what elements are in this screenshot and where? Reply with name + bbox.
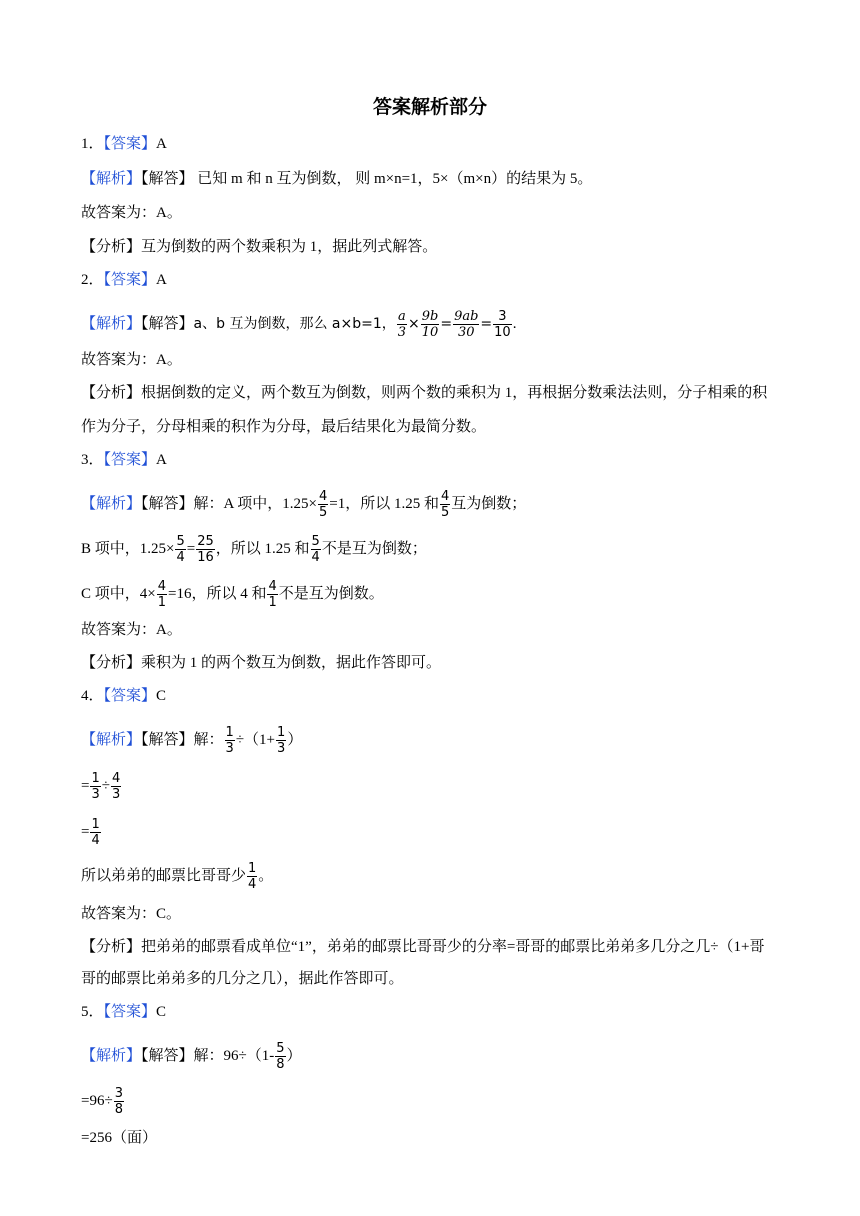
q2-answer-line — [81, 270, 167, 290]
q1-analysis-line — [81, 237, 437, 257]
fraction: $\frac{1}{4}$ — [91, 817, 100, 848]
operator: = — [440, 315, 453, 332]
solution-text: ，所以 1.25 和 — [215, 540, 310, 557]
solution-text: =16，所以 4 和 — [168, 585, 267, 602]
answer-value: C — [156, 688, 167, 704]
q5-solution-line-2 — [81, 1086, 125, 1117]
q2-solution-line — [81, 309, 517, 340]
analysis-text: 乘积为 1 的两个数互为倒数，据此作答即可。 — [141, 655, 442, 671]
solution-text: 所以弟弟的邮票比哥哥少 — [81, 867, 247, 884]
q4-analysis-line — [81, 937, 765, 957]
fraction: $\frac{1}{3}$ — [277, 725, 286, 756]
question-number: 2． — [81, 272, 104, 288]
operator: ÷ — [101, 777, 110, 794]
q1-answer-line — [81, 134, 167, 154]
jiexi-tag: 【解析】 — [81, 315, 142, 332]
answer-tag: 【答案】 — [103, 136, 157, 152]
analysis-text: 把弟弟的邮票看成单位“1”，弟弟的邮票比哥哥少的分率=哥哥的邮票比弟弟多几分之几÷（1+哥 — [141, 939, 765, 955]
q1-conclusion: 故答案为：A。 — [81, 205, 182, 221]
solution-text: =1，所以 1.25 和 — [329, 495, 439, 512]
solution-text: ） — [287, 731, 303, 748]
operator: = — [81, 777, 90, 794]
q3-conclusion: 故答案为：A。 — [81, 622, 182, 638]
fenxi-tag: 【分析】 — [81, 939, 142, 955]
q3-answer-line — [81, 450, 167, 470]
q4-conclusion: 故答案为：C。 — [81, 906, 182, 922]
fraction: $\frac{3}{8}$ — [114, 1086, 123, 1117]
operator: × — [408, 315, 420, 332]
jieda-tag: 【解答】 — [141, 731, 194, 748]
q2-analysis-line-2: 作为分子，分母相乘的积作为分母，最后结果化为最简分数。 — [81, 419, 487, 435]
answer-tag: 【答案】 — [103, 1004, 157, 1020]
q4-solution-line-1 — [81, 725, 303, 756]
jieda-tag: 【解答】 — [141, 495, 194, 512]
fenxi-tag: 【分析】 — [81, 655, 142, 671]
q1-solution-line — [81, 169, 592, 189]
answer-value: A — [156, 272, 167, 288]
analysis-text: 互为倒数的两个数乘积为 1，据此列式解答。 — [141, 239, 438, 255]
question-number: 5． — [81, 1004, 104, 1020]
solution-text: 解： — [193, 731, 224, 748]
operator: = — [186, 540, 196, 557]
q3-solution-line-c — [81, 579, 384, 610]
fraction: $\frac{25}{16}$ — [197, 534, 214, 565]
answer-tag: 【答案】 — [103, 688, 157, 704]
question-number: 1． — [81, 136, 104, 152]
operator: = — [480, 315, 493, 332]
jiexi-tag: 【解析】 — [81, 495, 142, 512]
answer-value: A — [156, 452, 167, 468]
answer-value: A — [156, 136, 167, 152]
solution-text: 不是互为倒数。 — [278, 585, 384, 602]
jiexi-tag: 【解析】 — [81, 731, 142, 748]
fraction: $\frac{4}{5}$ — [319, 489, 328, 520]
q2-analysis-line — [81, 383, 767, 403]
fraction: $\frac{9b}{10}$ — [421, 309, 439, 340]
fraction: $\frac{5}{4}$ — [311, 534, 320, 565]
q5-solution-line-1 — [81, 1041, 302, 1072]
period: . — [512, 315, 517, 332]
analysis-text: 根据倒数的定义，两个数互为倒数，则两个数的乘积为 1，再根据分数乘法法则，分子相乘的积 — [141, 385, 768, 401]
answer-tag: 【答案】 — [103, 452, 157, 468]
jieda-tag: 【解答】 — [141, 171, 194, 187]
q4-solution-line-2 — [81, 771, 122, 802]
solution-text: 已知 m 和 n 互为倒数， 则 m×n=1，5×（m×n）的结果为 5。 — [193, 171, 593, 187]
solution-text: 解：96÷（1- — [193, 1047, 275, 1064]
solution-text: 互为倒数； — [451, 495, 527, 512]
q5-answer-line — [81, 1002, 166, 1022]
fraction: $\frac{1}{4}$ — [248, 861, 257, 892]
jiexi-tag: 【解析】 — [81, 171, 142, 187]
q3-analysis-line — [81, 653, 441, 673]
solution-text: 。 — [258, 867, 274, 884]
answer-tag: 【答案】 — [103, 272, 157, 288]
solution-text: B 项中，1.25× — [81, 540, 175, 557]
fenxi-tag: 【分析】 — [81, 239, 142, 255]
question-number: 3． — [81, 452, 104, 468]
fraction: $\frac{5}{4}$ — [176, 534, 185, 565]
solution-text: a、b 互为倒数，那么 a×b=1， — [193, 315, 396, 332]
fraction: $\frac{5}{8}$ — [276, 1041, 285, 1072]
q5-solution-line-3: =256（面） — [81, 1130, 157, 1146]
solution-text: =96÷ — [81, 1092, 113, 1109]
q2-conclusion: 故答案为：A。 — [81, 352, 182, 368]
fraction: $\frac{9ab}{30}$ — [454, 309, 479, 340]
solution-text: 解：A 项中，1.25× — [193, 495, 317, 512]
q3-solution-line-a — [81, 489, 527, 520]
fraction: $\frac{4}{3}$ — [111, 771, 121, 802]
q4-analysis-line-2: 哥的邮票比弟弟多的几分之几），据此作答即可。 — [81, 971, 404, 987]
fraction: $\frac{4}{1}$ — [157, 579, 166, 610]
fraction: $\frac{1}{3}$ — [91, 771, 100, 802]
page-title: 答案解析部分 — [372, 96, 487, 118]
q4-answer-line — [81, 686, 166, 706]
fenxi-tag: 【分析】 — [81, 385, 142, 401]
solution-text: C 项中，4× — [81, 585, 156, 602]
fraction: $\frac{4}{1}$ — [268, 579, 277, 610]
question-number: 4． — [81, 688, 104, 704]
solution-text: 不是互为倒数； — [321, 540, 427, 557]
fraction: $\frac{a}{3}$ — [397, 309, 407, 340]
answer-value: C — [156, 1004, 167, 1020]
q3-solution-line-b — [81, 534, 427, 565]
solution-text: ） — [286, 1047, 302, 1064]
fraction: $\frac{1}{3}$ — [225, 725, 234, 756]
jieda-tag: 【解答】 — [141, 315, 194, 332]
q4-solution-line-3 — [81, 817, 102, 848]
jieda-tag: 【解答】 — [141, 1047, 194, 1064]
operator: = — [81, 823, 90, 840]
fraction: $\frac{4}{5}$ — [441, 489, 450, 520]
q4-solution-line-4 — [81, 861, 274, 892]
fraction: $\frac{3}{10}$ — [494, 309, 511, 340]
jiexi-tag: 【解析】 — [81, 1047, 142, 1064]
solution-text: ÷（1+ — [235, 731, 276, 748]
